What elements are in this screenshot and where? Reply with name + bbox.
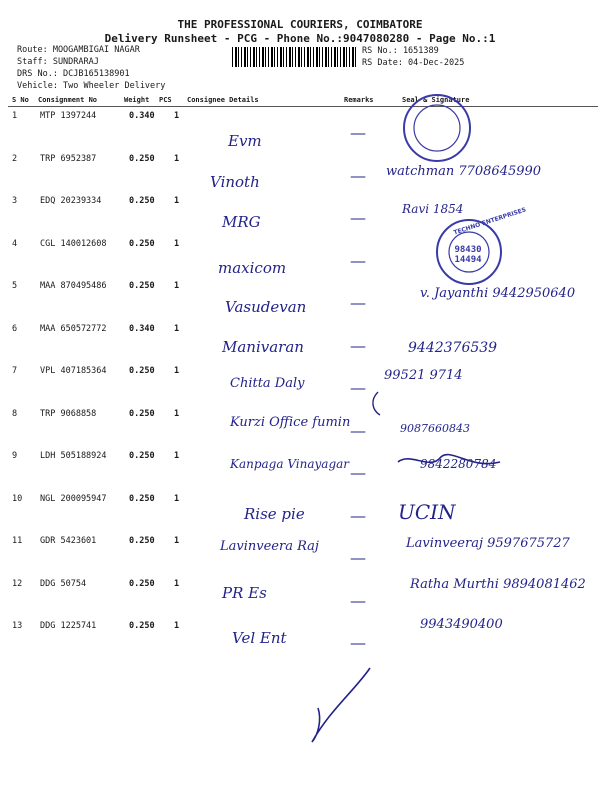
pcs-value: 1: [174, 494, 180, 504]
row-sno: 13: [12, 621, 23, 631]
consignment-number: TRP 9068858: [40, 409, 97, 419]
consignment-number: DDG 1225741: [40, 621, 97, 631]
pcs-value: 1: [174, 196, 180, 206]
consignee-handwriting: Lavinveera Raj: [220, 539, 319, 554]
drs-label: DRS No.: DCJB165138901: [17, 69, 130, 79]
consignee-handwriting: Kanpaga Vinayagar: [230, 457, 350, 471]
row-sno: 12: [12, 579, 23, 589]
staff-label: Staff: SUNDRARAJ: [17, 57, 99, 67]
remarks-dash: —: [350, 378, 366, 397]
remarks-dash: —: [350, 208, 366, 227]
remarks-dash: —: [350, 123, 366, 142]
remarks-dash: —: [350, 506, 366, 525]
signature-handwriting: 9842280784: [420, 457, 497, 471]
signature-handwriting: 9087660843: [400, 422, 470, 435]
consignee-handwriting: Manivaran: [222, 338, 304, 356]
rs-number: RS No.: 1651389: [362, 46, 439, 56]
row-sno: 7: [12, 366, 18, 376]
stamp-label: TECHNO ENTERPRISES: [452, 206, 527, 237]
weight-value: 0.250: [129, 154, 155, 164]
col-sno: S No: [12, 96, 29, 104]
row-sno: 5: [12, 281, 18, 291]
consignee-handwriting: Vasudevan: [225, 298, 307, 316]
signature-handwriting: 9442376539: [408, 340, 498, 356]
signature-handwriting: 9943490400: [420, 617, 503, 632]
remarks-dash: —: [350, 251, 366, 270]
remarks-dash: —: [350, 548, 366, 567]
weight-value: 0.250: [129, 621, 155, 631]
pcs-value: 1: [174, 111, 180, 121]
consignee-handwriting: Vinoth: [210, 173, 260, 191]
row-sno: 6: [12, 324, 18, 334]
consignee-handwriting: Evm: [228, 132, 262, 150]
signature-handwriting: v. Jayanthi 9442950640: [420, 286, 576, 301]
col-pcs: PCS: [159, 96, 172, 104]
row-sno: 1: [12, 111, 18, 121]
consignment-number: LDH 505188924: [40, 451, 107, 461]
weight-value: 0.250: [129, 409, 155, 419]
row-sno: 2: [12, 154, 18, 164]
stamp-number: 98430 14494: [454, 245, 482, 265]
consignee-handwriting: PR Es: [222, 584, 267, 602]
signature-handwriting: watchman 7708645990: [386, 164, 542, 179]
pcs-value: 1: [174, 536, 180, 546]
row-sno: 10: [12, 494, 23, 504]
stamp-circle-1: [404, 95, 470, 161]
pcs-value: 1: [174, 409, 180, 419]
pcs-value: 1: [174, 239, 180, 249]
remarks-dash: —: [350, 463, 366, 482]
row-sno: 8: [12, 409, 18, 419]
pcs-value: 1: [174, 451, 180, 461]
consignee-handwriting: Rise pie: [244, 505, 305, 523]
remarks-dash: —: [350, 336, 366, 355]
row-sno: 3: [12, 196, 18, 206]
runsheet-subtitle: Delivery Runsheet - PCG - Phone No.:9047080280 - Page No.:1: [104, 32, 496, 45]
remarks-dash: —: [350, 421, 366, 440]
pcs-value: 1: [174, 579, 180, 589]
weight-value: 0.250: [129, 239, 155, 249]
consignment-number: MAA 650572772: [40, 324, 107, 334]
weight-value: 0.250: [129, 579, 155, 589]
pcs-value: 1: [174, 324, 180, 334]
weight-value: 0.340: [129, 324, 155, 334]
signature-handwriting: Ratha Murthi 9894081462: [410, 577, 586, 592]
consignment-number: TRP 6952387: [40, 154, 97, 164]
signature-handwriting: 99521 9714: [384, 368, 463, 383]
remarks-dash: —: [350, 633, 366, 652]
consignment-number: GDR 5423601: [40, 536, 97, 546]
consignment-number: CGL 140012608: [40, 239, 107, 249]
pcs-value: 1: [174, 281, 180, 291]
route-label: Route: MOOGAMBIGAI NAGAR: [17, 45, 140, 55]
remarks-dash: —: [350, 293, 366, 312]
pcs-value: 1: [174, 366, 180, 376]
signature-handwriting: UCIN: [398, 500, 456, 524]
company-title: THE PROFESSIONAL COURIERS, COIMBATORE: [177, 18, 423, 31]
consignee-handwriting: MRG: [222, 213, 261, 231]
signature-handwriting: Lavinveeraj 9597675727: [406, 536, 570, 551]
weight-value: 0.340: [129, 111, 155, 121]
consignment-number: DDG 50754: [40, 579, 87, 589]
weight-value: 0.250: [129, 451, 155, 461]
col-remarks: Remarks: [344, 96, 374, 104]
weight-value: 0.250: [129, 494, 155, 504]
col-consignment: Consignment No: [38, 96, 98, 104]
row7-bracket: [373, 392, 380, 415]
col-weight: Weight: [124, 96, 150, 104]
weight-value: 0.250: [129, 281, 155, 291]
consignee-handwriting: Kurzi Office fumin: [230, 415, 351, 430]
col-seal: Seal & Signature: [402, 96, 470, 104]
vehicle-label: Vehicle: Two Wheeler Delivery: [17, 81, 166, 91]
consignee-handwriting: Chitta Daly: [230, 376, 305, 391]
consignment-number: MTP 1397244: [40, 111, 97, 121]
weight-value: 0.250: [129, 536, 155, 546]
remarks-dash: —: [350, 591, 366, 610]
consignment-number: NGL 200095947: [40, 494, 107, 504]
row-sno: 4: [12, 239, 18, 249]
signature-handwriting: Ravi 1854: [402, 202, 464, 216]
weight-value: 0.250: [129, 196, 155, 206]
pcs-value: 1: [174, 154, 180, 164]
consignee-handwriting: Vel Ent: [232, 629, 287, 647]
row-sno: 11: [12, 536, 23, 546]
rs-date: RS Date: 04-Dec-2025: [362, 58, 465, 68]
pcs-value: 1: [174, 621, 180, 631]
consignee-handwriting: maxicom: [218, 259, 287, 277]
row-sno: 9: [12, 451, 18, 461]
final-check-mark: [312, 668, 370, 742]
weight-value: 0.250: [129, 366, 155, 376]
consignment-number: VPL 407185364: [40, 366, 107, 376]
col-consignee: Consignee Details: [187, 96, 259, 104]
consignment-number: EDQ 20239334: [40, 196, 102, 206]
consignment-number: MAA 870495486: [40, 281, 107, 291]
row9-scribble: [398, 455, 500, 464]
remarks-dash: —: [350, 166, 366, 185]
